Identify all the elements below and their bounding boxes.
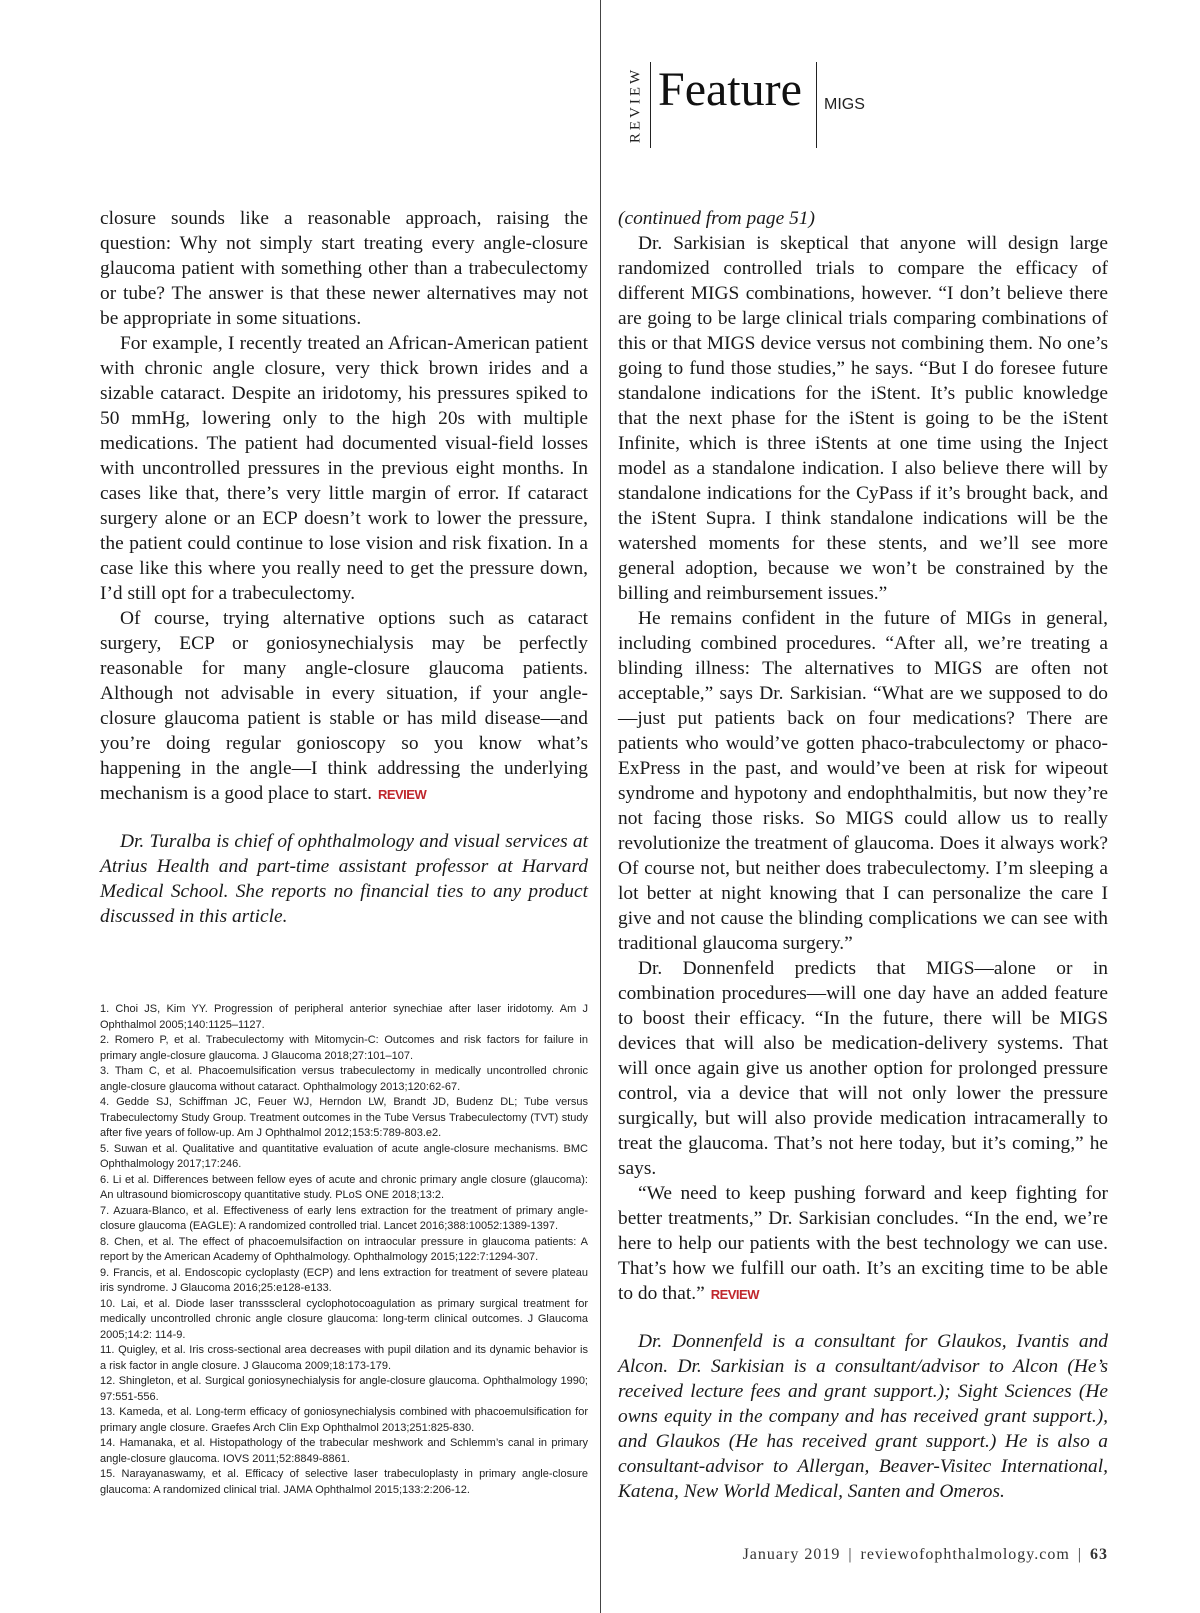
body-paragraph: closure sounds like a reasonable approach, raising the question: Why not simply start treating every angle-closure glaucoma patient with something other than a trabeculectomy or tube? The answer is that these newer alternatives may not be appropriate in some situations. [100, 208, 588, 329]
author-bio: Dr. Turalba is chief of ophthalmology and visual services at Atrius Health and part-time assistant professor at Harvard Medical School. She reports no financial ties to any product discussed in this article. [100, 831, 588, 927]
left-column [100, 206, 588, 929]
footer-separator: | [848, 1546, 853, 1563]
reference-item: 10. Lai, et al. Diode laser transsscleral cyclophotocoagulation as primary surgical treatment for medically uncontrolled chronic angle closure glaucoma: long-term clinical outcomes. J Glaucoma 2005;14:2: 114-9. [100, 1297, 588, 1341]
body-paragraph [618, 1181, 1108, 1307]
reference-item: 1. Choi JS, Kim YY. Progression of peripheral anterior synechiae after laser iridotomy. Am J Ophthalmol 2005;140:1125–1127. [100, 1003, 588, 1031]
reference-item: 5. Suwan et al. Qualitative and quantitative evaluation of acute angle-closure mechanisms. BMC Ophthalmology 2017;17:246. [100, 1142, 588, 1170]
paragraph-text: Of course, trying alternative options such as cataract surgery, ECP or goniosynechialysis may be perfectly reasonable for many angle-closure glaucoma patients. Although not advisable in every situation, if your angle-closure glaucoma patient is stable or has mild disease—and you’re doing regular gonioscopy so you know what’s happening in the angle—I think addressing the underlying mechanism is a good place to start. [100, 608, 588, 804]
author-bio: Dr. Donnenfeld is a consultant for Glaukos, Ivantis and Alcon. Dr. Sarkisian is a consultant/advisor to Alcon (He’s received lecture fees and grant support.); Sight Sciences (He owns equity in the company and has received grant support.), and Glaukos (He has received grant support.) He is also a consultant-advisor to Allergan, Beaver-Visitec International, Katena, New World Medical, Santen and Omeros. [618, 1331, 1108, 1502]
paragraph-text: “We need to keep pushing forward and keep fighting for better treatments,” Dr. Sarkisian concludes. “In the end, we’re here to help our patients with the best technology we can use. That’s how we fulfill our oath. It’s an exciting time to be able to do that.” [618, 1183, 1108, 1304]
section-tag: MIGS [824, 96, 865, 113]
right-column [618, 206, 1108, 1504]
reference-item: 3. Tham C, et al. Phacoemulsification versus trabeculectomy in medically uncontrolled chronic angle-closure glaucoma without cataract. Ophthalmology 2013;120:62-67. [100, 1065, 588, 1093]
continued-note: (continued from page 51) [618, 208, 815, 229]
section-title: Feature [658, 63, 802, 116]
reference-item: 2. Romero P, et al. Trabeculectomy with Mitomycin-C: Outcomes and risk factors for failure in primary angle-closure glaucoma. J Glaucoma 2018;27:101–107. [100, 1034, 588, 1062]
header-divider [650, 62, 651, 148]
page-number: 63 [1090, 1546, 1108, 1563]
footer-separator: | [1077, 1546, 1082, 1563]
body-paragraph: Dr. Sarkisian is skeptical that anyone will design large randomized controlled trials to compare the efficacy of different MIGS combinations, however. “I don’t believe there are going to be large clinical trials comparing combinations of this or that MIGS device versus not combining them. No one’s going to fund those studies,” he says. “But I do foresee future standalone indications for the iStent. It’s public knowledge that the next phase for the iStent is going to be the iStent Infinite, which is three iStents at one time using the Inject model as a standalone indication. I also believe there will by standalone indications for the CyPass if it’s brought back, and the iStent Supra. I think standalone indications will be the watershed moments for these stents, and we’ll see more general adoption, because we won’t be constrained by the billing and reimbursement issues.” [618, 233, 1108, 604]
issue-date: January 2019 [742, 1546, 841, 1563]
reference-item: 9. Francis, et al. Endoscopic cycloplasty (ECP) and lens extraction for treatment of severe plateau iris syndrome. J Glaucoma 2016;25:e128-e133. [100, 1266, 588, 1294]
reference-item: 11. Quigley, et al. Iris cross-sectional area decreases with pupil dilation and its dynamic behavior is a risk factor in angle closure. J Glaucoma 2009;18:173-179. [100, 1344, 588, 1372]
body-paragraph: Dr. Donnenfeld predicts that MIGS—alone or in combination procedures—will one day have an added feature to boost their efficacy. “In the future, there will be MIGS devices that will also be medication-delivery systems. That will once again give us another option for prolonged pressure control, via a device that will not only lower the pressure surgically, but will also provide medication intracamerally to treat the glaucoma. That’s not here today, but it’s coming,” he says. [618, 958, 1108, 1179]
body-paragraph: For example, I recently treated an African-American patient with chronic angle closure, very thick brown irides and a sizable cataract. Despite an iridotomy, his pressures spiked to 50 mmHg, lowering only to the high 20s with multiple medications. The patient had documented visual-field losses with uncontrolled pressures in the previous eight months. In cases like that, there’s very little margin of error. If cataract surgery alone or an ECP doesn’t work to lower the pressure, the patient could continue to lose vision and risk fixation. In a case like this where you really need to get the pressure down, I’d still opt for a trabeculectomy. [100, 333, 588, 604]
reference-item: 4. Gedde SJ, Schiffman JC, Feuer WJ, Herndon LW, Brandt JD, Budenz DL; Tube versus Trabeculectomy Study Group. Treatment outcomes in the Tube Versus Trabeculectomy (TVT) study after five years of follow-up. Am J Ophthalmol 2012;153:5:789-803.e2. [100, 1096, 588, 1139]
review-label: REVIEW [627, 66, 644, 144]
end-mark: REVIEW [710, 1287, 759, 1302]
end-mark: REVIEW [377, 787, 427, 802]
reference-item: 15. Narayanaswamy, et al. Efficacy of selective laser trabeculoplasty in primary angle-closure glaucoma: A randomized clinical trial. JAMA Ophthalmol 2015;133:2:206-12. [100, 1468, 588, 1496]
review-logo [622, 64, 650, 146]
reference-item: 14. Hamanaka, et al. Histopathology of the trabecular meshwork and Schlemm’s canal in primary angle-closure glaucoma. IOVS 2011;52:8849-8861. [100, 1437, 588, 1465]
references-list [100, 1002, 588, 1498]
reference-item: 8. Chen, et al. The effect of phacoemulsifaction on intraocular pressure in glaucoma patients: A report by the American Academy of Ophthalmology. Ophthalmology 2015;122:7:1294-307. [100, 1235, 588, 1263]
body-paragraph [100, 606, 588, 807]
header-divider [816, 62, 817, 148]
reference-item: 12. Shingleton, et al. Surgical goniosynechialysis for angle-closure glaucoma. Ophthalmology 1990; 97:551-556. [100, 1375, 588, 1403]
website: reviewofophthalmology.com [860, 1546, 1070, 1563]
reference-item: 6. Li et al. Differences between fellow eyes of acute and chronic primary angle closure (glaucoma): An ultrasound biomicroscopy quantitative study. PLoS ONE 2018;13:2. [100, 1173, 588, 1201]
reference-item: 7. Azuara-Blanco, et al. Effectiveness of early lens extraction for the treatment of primary angle-closure glaucoma (EAGLE): A randomized controlled trial. Lancet 2016;388:10052:1389-1397. [100, 1204, 588, 1232]
reference-item: 13. Kameda, et al. Long-term efficacy of goniosynechialysis combined with phacoemulsification for primary angle closure. Graefes Arch Clin Exp Ophthalmol 2013;251:825-830. [100, 1406, 588, 1434]
page-footer [743, 1546, 1108, 1564]
body-paragraph: He remains confident in the future of MIGs in general, including combined procedures. “After all, we’re treating a blinding illness: The alternatives to MIGS are often not acceptable,” says Dr. Sarkisian. “What are we supposed to do—just put patients back on four medications? There are patients who would’ve gotten phaco-trabculectomy or phaco-ExPress in the past, and would’ve been at risk for wipeout syndrome and hypotony and endophthalmitis, but now they’re not facing those risks. So MIGS could allow us to really revolutionize the treatment of glaucoma. Does it always work? Of course not, but neither does trabeculectomy. I’m sleeping a lot better at night knowing that I can personalize the care I give and not cause the blinding complications we can see with traditional glaucoma surgery.” [618, 608, 1108, 954]
column-divider [600, 0, 601, 1613]
